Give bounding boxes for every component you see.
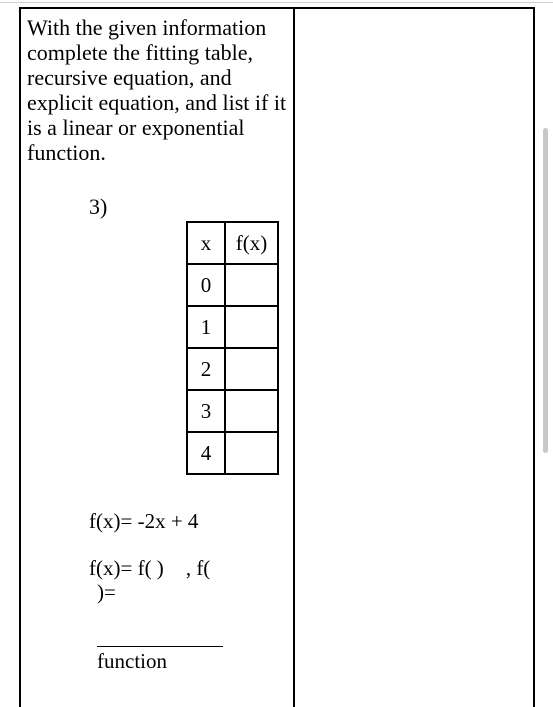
table-row: [187, 348, 278, 390]
problem-number: 3): [89, 194, 108, 219]
function-type-answer-line[interactable]: [97, 646, 223, 647]
cell-fx[interactable]: [225, 264, 278, 306]
cell-fx[interactable]: [225, 348, 278, 390]
explicit-equation: f(x)= -2x + 4: [89, 509, 199, 533]
recursive-equation-part1: f(x)= f( ): [89, 556, 164, 580]
cell-fx[interactable]: [225, 390, 278, 432]
cell-x: 1: [187, 306, 225, 348]
instructions-text: With the given information complete the fitting table, recursive equation, and explicit equation, and list if it is a linear or exponential function.: [27, 15, 287, 165]
function-label: function: [97, 649, 167, 673]
top-rule: [0, 2, 553, 3]
scrollbar-thumb[interactable]: [543, 128, 548, 453]
cell-x: 3: [187, 390, 225, 432]
cell-fx[interactable]: [225, 432, 278, 474]
table-header-row: [187, 222, 278, 264]
column-divider: [293, 7, 295, 707]
recursive-equation: [89, 556, 210, 580]
recursive-equation-line2: )=: [97, 580, 116, 604]
table-row: [187, 432, 278, 474]
table-row: [187, 390, 278, 432]
cell-x: 4: [187, 432, 225, 474]
cell-fx[interactable]: [225, 306, 278, 348]
table-row: [187, 264, 278, 306]
cell-x: 0: [187, 264, 225, 306]
recursive-equation-part2: , f(: [185, 556, 211, 580]
fitting-table: [186, 221, 279, 475]
header-x: x: [187, 222, 225, 264]
table-row: [187, 306, 278, 348]
header-fx: f(x): [225, 222, 278, 264]
cell-x: 2: [187, 348, 225, 390]
